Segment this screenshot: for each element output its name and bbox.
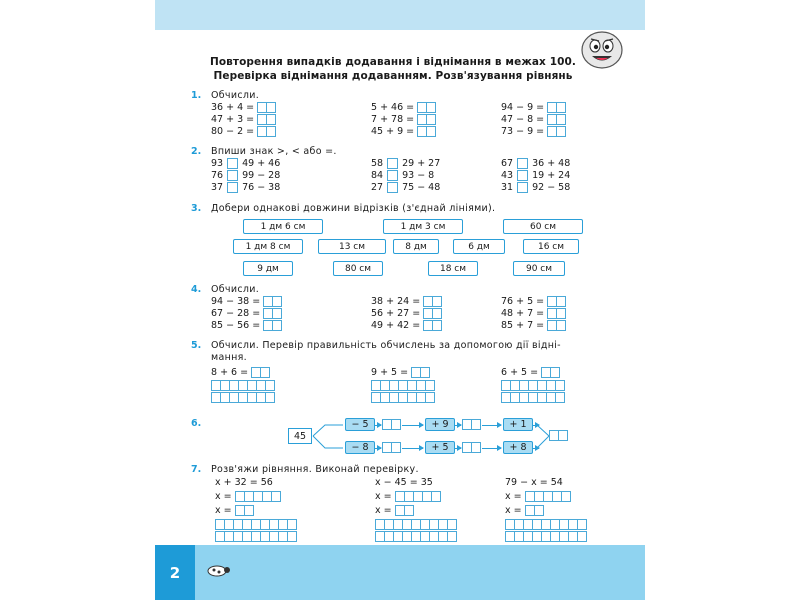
check-cells: [501, 380, 565, 391]
answer-cells: [257, 102, 276, 113]
answer-cell[interactable]: [556, 102, 566, 113]
result-cells: [382, 442, 401, 453]
right-operand: 75 − 48: [402, 182, 441, 193]
operation-box: + 5: [425, 441, 455, 454]
answer-cell[interactable]: [471, 442, 481, 453]
answer-cell[interactable]: [420, 367, 430, 378]
answer-cell[interactable]: [432, 308, 442, 319]
expression: 48 + 7 =: [501, 308, 545, 319]
solution-row: [375, 491, 441, 502]
solution-row: [375, 505, 414, 516]
expression: 94 − 9 =: [501, 102, 545, 113]
answer-cells: [541, 367, 560, 378]
workbook-page: [155, 0, 645, 600]
answer-cell[interactable]: [271, 491, 281, 502]
answer-cell[interactable]: [555, 392, 565, 403]
result-cells: [462, 442, 481, 453]
answer-cells: [423, 308, 442, 319]
result-cells: [462, 419, 481, 430]
task-2-text: Впиши знак >, < або =.: [211, 146, 337, 157]
task-2-number: 2.: [191, 146, 202, 157]
check-cells: [375, 531, 457, 542]
exercise-row: [501, 126, 566, 137]
check-cells: [501, 392, 565, 403]
right-operand: 99 − 28: [242, 170, 281, 181]
answer-cell[interactable]: [561, 491, 571, 502]
task-5-number: 5.: [191, 340, 202, 351]
answer-cells: [411, 367, 430, 378]
x-label: x =: [375, 491, 392, 502]
right-operand: 93 − 8: [402, 170, 435, 181]
length-card[interactable]: 60 см: [503, 219, 583, 234]
answer-cell[interactable]: [244, 505, 254, 516]
expression: 8 + 6 =: [211, 367, 249, 378]
left-operand: 37: [211, 182, 224, 193]
answer-cells: [395, 505, 414, 516]
sign-box[interactable]: [517, 158, 528, 169]
operation-box: − 5: [345, 418, 375, 431]
exercise-row: [501, 308, 566, 319]
answer-cells: [235, 491, 281, 502]
check-cells: [371, 380, 435, 391]
expression: 49 + 42 =: [371, 320, 421, 331]
exercise-row: [371, 102, 436, 113]
x-label: x =: [215, 505, 232, 516]
left-operand: 43: [501, 170, 514, 181]
arrow-connector: [482, 425, 501, 426]
answer-cell[interactable]: [556, 296, 566, 307]
arrow-connector: [533, 425, 539, 426]
operation-box: − 8: [345, 441, 375, 454]
sign-box[interactable]: [517, 182, 528, 193]
right-operand: 29 + 27: [402, 158, 441, 169]
arrow-connector: [455, 425, 461, 426]
expression: 80 − 2 =: [211, 126, 255, 137]
exercise-row: [501, 367, 560, 378]
worksheet: [183, 30, 603, 545]
x-label: x =: [505, 491, 522, 502]
result-cells: [382, 419, 401, 430]
left-operand: 93: [211, 158, 224, 169]
answer-cell[interactable]: [432, 320, 442, 331]
chain-start-value: 45: [288, 428, 312, 444]
arrow-connector: [402, 448, 423, 449]
arrow-connector: [402, 425, 423, 426]
comparison-row: [371, 182, 440, 193]
answer-cell[interactable]: [556, 126, 566, 137]
arrow-connector: [482, 448, 501, 449]
exercise-row: [371, 308, 442, 319]
right-operand: 19 + 24: [532, 170, 571, 181]
exercise-row: [211, 367, 270, 378]
answer-cell[interactable]: [391, 442, 401, 453]
answer-cells: [235, 505, 254, 516]
comparison-row: [371, 170, 434, 181]
answer-cell[interactable]: [260, 367, 270, 378]
exercise-row: [211, 308, 282, 319]
solution-row: [505, 491, 571, 502]
top-band: [155, 0, 645, 30]
expression: 7 + 78 =: [371, 114, 415, 125]
exercise-row: [501, 102, 566, 113]
left-operand: 84: [371, 170, 384, 181]
equation: [505, 477, 563, 488]
check-cells: [215, 531, 297, 542]
expression: 36 + 4 =: [211, 102, 255, 113]
exercise-row: [501, 114, 566, 125]
left-operand: 27: [371, 182, 384, 193]
answer-cell[interactable]: [272, 308, 282, 319]
answer-cells: [417, 114, 436, 125]
expression: 56 + 27 =: [371, 308, 421, 319]
expression: 85 + 7 =: [501, 320, 545, 331]
sign-box[interactable]: [227, 158, 238, 169]
answer-cells: [257, 126, 276, 137]
exercise-row: [211, 102, 276, 113]
task-5-text-cont: мання.: [211, 352, 247, 363]
equation-text: x − 45 = 35: [375, 477, 433, 488]
sign-box[interactable]: [387, 182, 398, 193]
operation-box: + 1: [503, 418, 533, 431]
arrow-connector: [455, 448, 461, 449]
exercise-row: [371, 114, 436, 125]
left-operand: 67: [501, 158, 514, 169]
answer-cell[interactable]: [266, 102, 276, 113]
expression: 47 − 8 =: [501, 114, 545, 125]
right-operand: 36 + 48: [532, 158, 571, 169]
x-label: x =: [215, 491, 232, 502]
length-card[interactable]: 1 дм 6 см: [243, 219, 323, 234]
comparison-row: [211, 158, 280, 169]
comparison-row: [371, 158, 440, 169]
answer-cells: [395, 491, 441, 502]
length-card[interactable]: 13 см: [318, 239, 386, 254]
comparison-row: [501, 158, 570, 169]
check-cells: [211, 392, 275, 403]
exercise-row: [501, 320, 566, 331]
answer-cells: [547, 114, 566, 125]
expression: 38 + 24 =: [371, 296, 421, 307]
arrow-connector: [533, 448, 539, 449]
ladybug-icon: [205, 563, 235, 577]
solution-row: [215, 491, 281, 502]
answer-cell[interactable]: [556, 308, 566, 319]
task-1-number: 1.: [191, 90, 202, 101]
exercise-row: [371, 320, 442, 331]
answer-cell[interactable]: [287, 519, 297, 530]
answer-cells: [525, 491, 571, 502]
answer-cells: [547, 320, 566, 331]
left-operand: 31: [501, 182, 514, 193]
answer-cell[interactable]: [287, 531, 297, 542]
solution-row: [505, 505, 544, 516]
answer-cells: [417, 126, 436, 137]
answer-cell[interactable]: [272, 296, 282, 307]
answer-cells: [263, 308, 282, 319]
check-cells: [375, 519, 457, 530]
sign-box[interactable]: [227, 182, 238, 193]
left-operand: 58: [371, 158, 384, 169]
length-card[interactable]: 1 дм 3 см: [383, 219, 463, 234]
exercise-row: [501, 296, 566, 307]
task-3-number: 3.: [191, 203, 202, 214]
task-4-text: Обчисли.: [211, 284, 260, 295]
length-card[interactable]: 8 дм: [393, 239, 439, 254]
comparison-row: [501, 182, 570, 193]
expression: 5 + 46 =: [371, 102, 415, 113]
answer-cell[interactable]: [272, 320, 282, 331]
answer-cell[interactable]: [266, 126, 276, 137]
operation-box: + 9: [425, 418, 455, 431]
answer-cells: [263, 320, 282, 331]
answer-cell[interactable]: [426, 126, 436, 137]
answer-cells: [417, 102, 436, 113]
answer-cell[interactable]: [550, 367, 560, 378]
exercise-row: [371, 126, 436, 137]
right-operand: 76 − 38: [242, 182, 281, 193]
answer-cell[interactable]: [555, 380, 565, 391]
smiley-face-icon: [580, 30, 624, 70]
expression: 9 + 5 =: [371, 367, 409, 378]
arrow-connector: [375, 425, 381, 426]
answer-cell[interactable]: [558, 430, 568, 441]
equation-text: 79 − x = 54: [505, 477, 563, 488]
expression: 6 + 5 =: [501, 367, 539, 378]
exercise-row: [211, 320, 282, 331]
answer-cell[interactable]: [556, 320, 566, 331]
comparison-row: [211, 182, 280, 193]
length-card[interactable]: 16 см: [523, 239, 579, 254]
answer-cell[interactable]: [431, 491, 441, 502]
answer-cells: [547, 296, 566, 307]
expression: 94 − 38 =: [211, 296, 261, 307]
answer-cell[interactable]: [471, 419, 481, 430]
answer-cells: [423, 320, 442, 331]
page-subtitle: Перевірка віднімання додаванням. Розв'язування рівнянь: [213, 70, 573, 82]
expression: 76 + 5 =: [501, 296, 545, 307]
sign-box[interactable]: [227, 170, 238, 181]
check-cells: [215, 519, 297, 530]
comparison-row: [211, 170, 280, 181]
check-cells: [371, 392, 435, 403]
answer-cells: [547, 308, 566, 319]
task-1-text: Обчисли.: [211, 90, 260, 101]
answer-cell[interactable]: [425, 380, 435, 391]
answer-cell[interactable]: [447, 519, 457, 530]
length-card[interactable]: 6 дм: [453, 239, 505, 254]
x-label: x =: [505, 505, 522, 516]
answer-cell[interactable]: [534, 505, 544, 516]
arrow-connector: [375, 448, 381, 449]
sign-box[interactable]: [387, 170, 398, 181]
exercise-row: [211, 114, 276, 125]
page-number: 2: [155, 545, 195, 600]
task-4-number: 4.: [191, 284, 202, 295]
answer-cell[interactable]: [425, 392, 435, 403]
answer-cells: [525, 505, 544, 516]
final-result-cells: [549, 430, 568, 441]
answer-cells: [423, 296, 442, 307]
answer-cell[interactable]: [426, 114, 436, 125]
answer-cells: [257, 114, 276, 125]
answer-cell[interactable]: [577, 531, 587, 542]
exercise-row: [371, 296, 442, 307]
sign-box[interactable]: [387, 158, 398, 169]
equation-text: x + 32 = 56: [215, 477, 273, 488]
task-5-text: Обчисли. Перевір правильність обчислень за допомогою дії відні-: [211, 340, 561, 351]
answer-cells: [263, 296, 282, 307]
operation-box: + 8: [503, 441, 533, 454]
answer-cell[interactable]: [391, 419, 401, 430]
solution-row: [215, 505, 254, 516]
task-7-number: 7.: [191, 464, 202, 475]
equation: [215, 477, 273, 488]
equation: [375, 477, 433, 488]
expression: 47 + 3 =: [211, 114, 255, 125]
length-card[interactable]: 1 дм 8 см: [233, 239, 303, 254]
answer-cells: [547, 126, 566, 137]
right-operand: 49 + 46: [242, 158, 281, 169]
answer-cell[interactable]: [577, 519, 587, 530]
exercise-row: [211, 296, 282, 307]
expression: 85 − 56 =: [211, 320, 261, 331]
task-7-text: Розв'яжи рівняння. Виконай перевірку.: [211, 464, 419, 475]
expression: 45 + 9 =: [371, 126, 415, 137]
answer-cells: [251, 367, 270, 378]
page-title: Повторення випадків додавання і віднімання в межах 100.: [209, 56, 576, 68]
answer-cell[interactable]: [556, 114, 566, 125]
length-card[interactable]: 9 дм: [243, 261, 293, 276]
length-card[interactable]: 90 см: [513, 261, 565, 276]
comparison-row: [501, 170, 570, 181]
length-card[interactable]: 18 см: [428, 261, 478, 276]
answer-cell[interactable]: [447, 531, 457, 542]
answer-cell[interactable]: [404, 505, 414, 516]
answer-cell[interactable]: [265, 380, 275, 391]
exercise-row: [211, 126, 276, 137]
expression: 73 − 9 =: [501, 126, 545, 137]
answer-cell[interactable]: [265, 392, 275, 403]
check-cells: [211, 380, 275, 391]
answer-cell[interactable]: [266, 114, 276, 125]
expression: 67 − 28 =: [211, 308, 261, 319]
task-3-text: Добери однакові довжини відрізків (з'єднай лініями).: [211, 203, 496, 214]
task-6-number: 6.: [191, 418, 202, 429]
check-cells: [505, 531, 587, 542]
answer-cell[interactable]: [426, 102, 436, 113]
length-card[interactable]: 80 см: [333, 261, 383, 276]
answer-cell[interactable]: [432, 296, 442, 307]
check-cells: [505, 519, 587, 530]
exercise-row: [371, 367, 430, 378]
right-operand: 92 − 58: [532, 182, 571, 193]
x-label: x =: [375, 505, 392, 516]
answer-cells: [547, 102, 566, 113]
sign-box[interactable]: [517, 170, 528, 181]
left-operand: 76: [211, 170, 224, 181]
